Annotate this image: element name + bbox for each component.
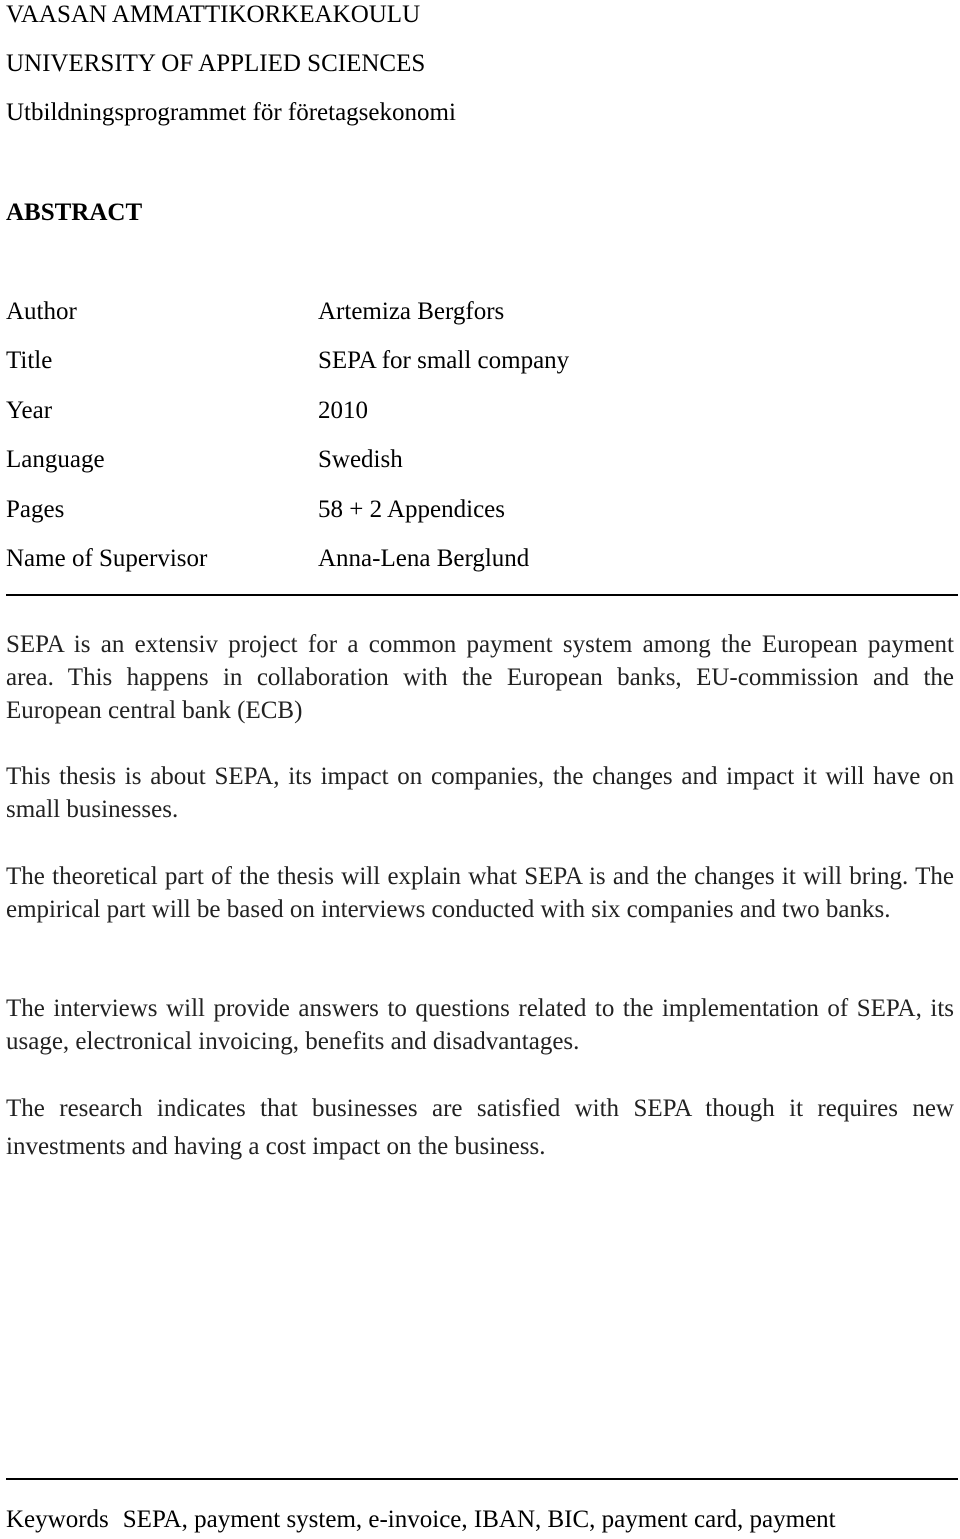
institution-name-english: UNIVERSITY OF APPLIED SCIENCES xyxy=(6,50,426,77)
meta-label: Name of Supervisor xyxy=(6,545,208,572)
abstract-paragraph-4: The interviews will provide answers to questions related to the implementation of SEPA, its usage, electronical invoicing, benefits and disadvantages. xyxy=(6,995,954,1055)
keywords-label: Keywords xyxy=(6,1506,109,1533)
meta-value: Artemiza Bergfors xyxy=(318,298,505,325)
meta-value: SEPA for small company xyxy=(318,347,570,374)
meta-label: Pages xyxy=(6,496,65,523)
top-divider xyxy=(6,594,958,596)
abstract-paragraph-5: The research indicates that businesses are satisfied with SEPA though it requires new investments and having a cost impact on the business. xyxy=(6,1095,954,1160)
abstract-paragraph-2: This thesis is about SEPA, its impact on companies, the changes and impact it will have on small businesses. xyxy=(6,763,954,823)
keywords-value: SEPA, payment system, e-invoice, IBAN, BIC, payment card, payment xyxy=(122,1506,836,1533)
meta-value: Anna-Lena Berglund xyxy=(318,545,530,572)
abstract-paragraph-1: SEPA is an extensiv project for a common payment system among the European payment area. This happens in collaboration with the European banks, EU-commission and the European central bank (ECB) xyxy=(6,631,954,724)
abstract-paragraph-3: The theoretical part of the thesis will explain what SEPA is and the changes it will bring. The empirical part will be based on interviews conducted with six companies and two banks. xyxy=(6,863,954,923)
abstract-heading: ABSTRACT xyxy=(6,199,143,226)
institution-name-finnish: VAASAN AMMATTIKORKEAKOULU xyxy=(6,1,421,28)
meta-label: Author xyxy=(6,298,77,325)
meta-value: 58 + 2 Appendices xyxy=(318,496,505,523)
keywords-line xyxy=(6,1504,836,1536)
bottom-divider xyxy=(6,1478,958,1480)
meta-label: Language xyxy=(6,446,105,473)
meta-label: Title xyxy=(6,347,53,374)
meta-value: Swedish xyxy=(318,446,403,473)
meta-value: 2010 xyxy=(318,397,368,424)
programme-name: Utbildningsprogrammet för företagsekonomi xyxy=(6,99,456,126)
meta-label: Year xyxy=(6,397,53,424)
